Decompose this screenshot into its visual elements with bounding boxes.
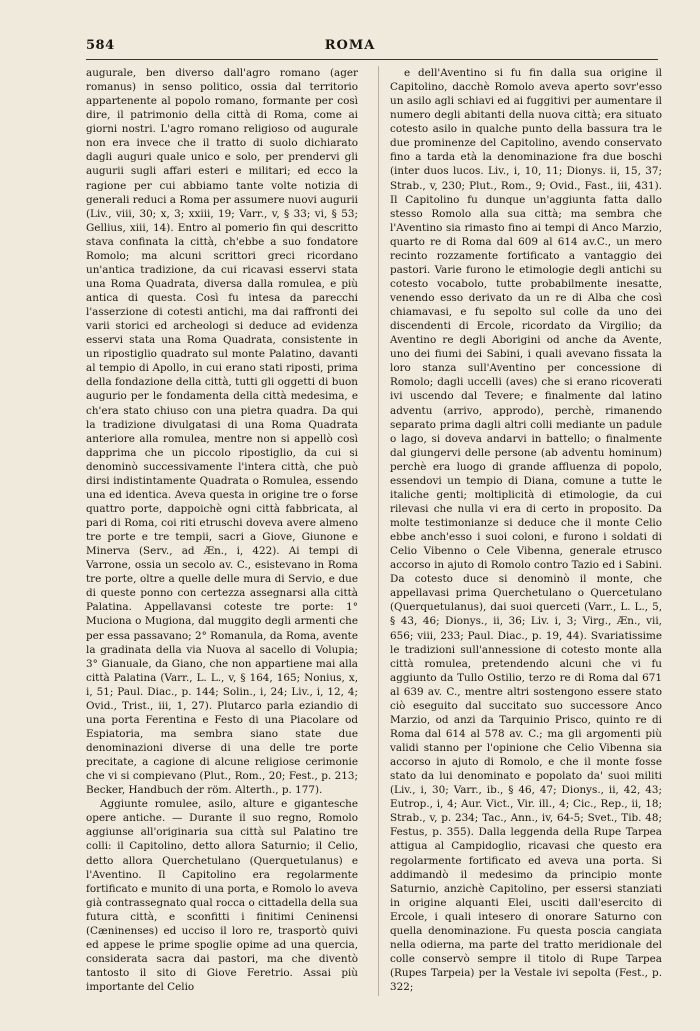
- left-column: [86, 66, 358, 994]
- paragraph: Aggiunte romulee, asilo, alture e gigantesche opere antiche. — Durante il suo regno, Romolo aggiunse all'originaria sua città sul Palatino tre colli: il Capitolino, detto allora Saturnio; il Celio, detto allora Querchetulano (Querquetulanus) e l'Aventino. Il Capitolino era regolarmente fortificato e munito di una porta, e Romolo lo aveva già contrassegnato qual rocca o cittadella della sua futura città, e sconfitti i finitimi Ceninensi (Cæninenses) ed ucciso il loro re, trasportò quivi ed appese le prime spoglie opime ad una quercia, considerata sacra dai pastori, ma che diventò tantosto il sito di Giove Feretrio. Assai più importante del Celio: [86, 798, 358, 994]
- page-header: [0, 38, 700, 60]
- right-column: [390, 66, 662, 994]
- running-title: ROMA: [324, 38, 376, 53]
- column-divider: [378, 66, 379, 996]
- paragraph: e dell'Aventino si fu fin dalla sua origine il Capitolino, dacchè Romolo aveva aperto sovr'esso un asilo agli schiavi ed ai fuggitivi per aumentare il numero degli abitanti della nuova città; era situato cotesto asilo in qualche punto della bassura tra le due prominenze del Capitolino, avendo conservato fino a tarda età la denominazione fra due boschi (inter duos lucos. Liv., i, 10, 11; Dionys. ii, 15, 37; Strab., v, 230; Plut., Rom., 9; Ovid., Fast., iii, 431). Il Capitolino fu dunque un'aggiunta fatta dallo stesso Romolo alla sua città; ma sembra che l'Aventino sia rimasto fino ai tempi di Anco Marzio, quarto re di Roma dal 609 al 614 av.C., un mero recinto rozzamente fortificato a vantaggio dei pastori. Varie furono le etimologie degli antichi su cotesto vocabolo, tutte probabilmente inesatte, venendo esso derivato da un re di Alba che così chiamavasi, e fu sepolto sul colle da uno dei discendenti di Ercole, ricordato da Virgilio; da Aventino re degli Aborigini od anche da Avente, uno dei fiumi dei Sabini, i quali avevano fissata la loro stanza sull'Aventino per concessione di Romolo; dagli uccelli (aves) che si erano ricoverati ivi uscendo dal Tevere; e finalmente dal latino adventu (arrivo, approdo), perchè, rimanendo separato prima dagli altri colli mediante un padule o lago, si doveva andarvi in battello; o finalmente dal giungervi delle persone (ab adventu hominum) perchè era luogo di grande affluenza di popolo, essendovi un tempio di Diana, comune a tutte le italiche genti; moltiplicità di etimologie, da cui rilevasi che nulla vi era di certo in proposito. Da molte testimonianze si deduce che il monte Celio ebbe anch'esso i suoi coloni, e furono i soldati di Celio Vibenno o Cele Vibenna, generale etrusco accorso in ajuto di Romolo contro Tazio ed i Sabini. Da cotesto duce si denominò il monte, che appellavasi prima Querchetulano o Quercetulano (Querquetulanus), dai suoi querceti (Varr., L. L., 5, § 43, 46; Dionys., ii, 36; Liv. i, 3; Virg., Æn., vii, 656; viii, 233; Paul. Diac., p. 19, 44). Svariatissime le tradizioni sull'annessione di cotesto monte alla città romulea, pretendendo alcuni che vi fu aggiunto da Tullo Ostilio, terzo re di Roma dal 671 al 639 av. C., mentre altri sostengono essere stato ciò eseguito dal succitato suo successore Anco Marzio, od anzi da Tarquinio Prisco, quinto re di Roma dal 614 al 578 av. C.; ma gli argomenti più validi stanno per l'opinione che Celio Vibenna sia accorso in ajuto di Romolo, e che il monte fosse stato da lui denominato e popolato da' suoi militi (Liv., i, 30; Varr., ib., § 46, 47; Dionys., ii, 42, 43; Eutrop., i, 4; Aur. Vict., Vir. ill., 4; Cic., Rep., ii, 18; Strab., v, p. 234; Tac., Ann., iv, 64-5; Svet., Tib. 48; Festus, p. 355). Dalla leggenda della Rupe Tarpea attigua al Campidoglio, ricavasi che questo era regolarmente fortificato ed aveva una porta. Si addimandò il medesimo da principio monte Saturnio, anzichè Capitolino, per essersi stanziati in origine alquanti Elei, usciti dall'esercito di Ercole, i quali intesero di onorare Saturno con quella denominazione. Fu questa poscia cangiata nella odierna, ma parte del tratto meridionale del colle conservò sempre il titolo di Rupe Tarpea (Rupes Tarpeia) per la Vestale ivi sepolta (Fest., p. 322;: [390, 67, 662, 994]
- page-number: 584: [86, 38, 115, 53]
- paragraph: augurale, ben diverso dall'agro romano (ager romanus) in senso politico, ossia dal territorio appartenente al popolo romano, formante per così dire, il patrimonio della città di Roma, come ai giorni nostri. L'agro romano religioso od augurale non era invece che il tratto di suolo dichiarato dagli auguri quale unico e solo, per prendervi gli augurii sugli affari esteri e militari; ed ecco la ragione per cui abbiamo tante volte notizia di generali reduci a Roma per assumere nuovi augurii (Liv., viii, 30; x, 3; xxiii, 19; Varr., v, § 33; vi, § 53; Gellius, xiii, 14). Entro al pomerio fin qui descritto stava confinata la città, ch'ebbe a suo fondatore Romolo; ma alcuni scrittori greci ricordano un'antica tradizione, da cui ricavasi esservi stata una Roma Quadrata, diversa dalla romulea, e più antica di questa. Così fu intesa da parecchi l'asserzione di cotesti antichi, ma dai raffronti dei varii storici ed archeologi si deduce ad evidenza esservi stata una Roma Quadrata, consistente in un ripostiglio quadrato sul monte Palatino, davanti al tempio di Apollo, in cui erano stati riposti, prima della fondazione della città, tutti gli oggetti di buon augurio per le fondamenta della città medesima, e ch'era stato chiuso con una pietra quadra. Da qui la tradizione divulgatasi di una Roma Quadrata anteriore alla romulea, mentre non si appellò così dapprima che un piccolo ripostiglio, da cui si denominò successivamente l'intera città, che può dirsi indistintamente Quadrata o Romulea, essendo una ed identica. Aveva questa in origine tre o forse quattro porte, dappoichè ogni città fabbricata, al pari di Roma, coi riti etruschi doveva avere almeno tre porte e tre tempii, sacri a Giove, Giunone e Minerva (Serv., ad Æn., i, 422). Ai tempi di Varrone, ossia un secolo av. C., esistevano in Roma tre porte, oltre a quelle delle mura di Servio, e due di queste ponno con certezza assegnarsi alla città Palatina. Appellavansi coteste tre porte: 1° Muciona o Mugiona, dal muggito degli armenti che per essa passavano; 2° Romanula, da Roma, avente la gradinata della via Nuova al sacello di Volupia; 3° Gianuale, da Giano, che non appartiene mai alla città Palatina (Varr., L. L., v, § 164, 165; Nonius, x, i, 51; Paul. Diac., p. 144; Solin., i, 24; Liv., i, 12, 4; Ovid., Trist., iii, 1, 27). Plutarco parla eziandio di una porta Ferentina e Festo di una Piacolare od Espiatoria, ma sembra siano state due denominazioni diverse di una delle tre porte precitate, a cagione di alcune religiose cerimonie che vi si compievano (Plut., Rom., 20; Fest., p. 213; Becker, Handbuch der röm. Alterth., p. 177).: [86, 67, 358, 797]
- header-rule: [86, 59, 658, 60]
